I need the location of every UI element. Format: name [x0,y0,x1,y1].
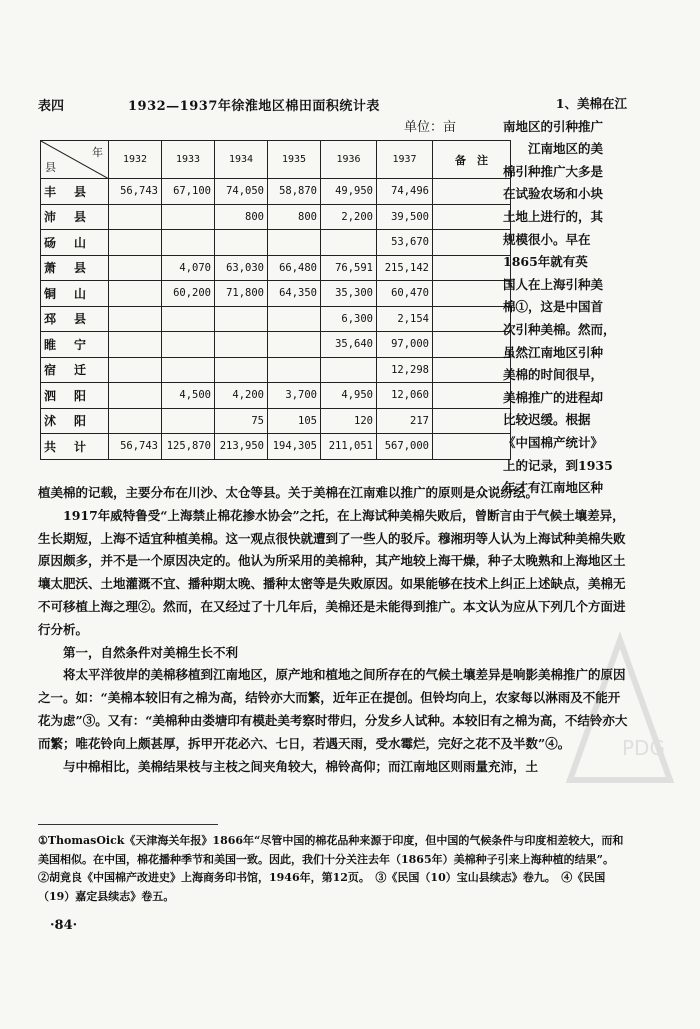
value-cell: 125,870 [162,434,215,460]
remarks-cell [433,434,511,460]
table-header-row [41,141,511,179]
value-cell [162,408,215,434]
value-cell [215,306,268,332]
side-column-line: 1、美棉在江 [555,96,627,111]
watermark-logo [560,630,680,790]
value-cell: 74,496 [377,179,433,205]
value-cell: 800 [268,204,321,230]
value-cell [268,230,321,256]
value-cell: 120 [321,408,377,434]
year-header: 1935 [268,141,321,179]
value-cell [215,357,268,383]
year-header: 1933 [162,141,215,179]
value-cell: 4,500 [162,383,215,409]
value-cell: 6,300 [321,306,377,332]
value-cell: 12,060 [377,383,433,409]
value-cell: 56,743 [109,179,162,205]
value-cell: 4,200 [215,383,268,409]
remarks-header: 备 注 [433,141,511,179]
cotton-area-table [40,140,511,460]
county-cell: 泗阳 [41,383,109,409]
table-row [41,230,511,256]
table-row [41,408,511,434]
year-header: 1936 [321,141,377,179]
paragraph: 植美棉的记载，主要分布在川沙、太仓等县。关于美棉在江南难以推广的原则是众说纷纭。 [38,485,539,500]
county-cell: 丰县 [41,179,109,205]
value-cell: 63,030 [215,255,268,281]
value-cell [162,306,215,332]
header-county-label: 县 [45,161,56,174]
value-cell [109,255,162,281]
side-column-line: 比较迟缓。根据 [503,412,591,428]
value-cell [109,332,162,358]
value-cell: 217 [377,408,433,434]
value-cell: 74,050 [215,179,268,205]
county-cell: 邳县 [41,306,109,332]
value-cell: 800 [215,204,268,230]
side-column-text [503,93,627,500]
value-cell [321,230,377,256]
table-row [41,383,511,409]
county-cell: 萧县 [41,255,109,281]
county-cell: 共计 [41,434,109,460]
paragraph: 将太平洋彼岸的美棉移植到江南地区，原产地和植地之间所存在的气候土壤差异是响影美棉推广的原因之一。如：“美棉本较旧有之棉为高，结铃亦大而繁，近年正在提创。但铃均向上，农家每以淋雨及不能开花为虑”③。又有：“美棉种由娄塘印有模赴美考察时带归，分发乡人试种。本较旧有之棉为高，不结铃亦大而繁；唯花铃向上颇甚厚，拆甲开花必六、七日，若遇天雨，受水霉烂，完好之花不及半数”④。 [38,667,628,751]
value-cell [162,357,215,383]
footnotes [38,832,628,906]
side-column-line: 美棉推广的进程却 [503,389,604,405]
table-row [41,204,511,230]
value-cell: 567,000 [377,434,433,460]
section-heading: 第一，自然条件对美棉生长不利 [63,644,239,660]
value-cell [268,306,321,332]
value-cell: 97,000 [377,332,433,358]
value-cell: 35,640 [321,332,377,358]
side-column-line: 1865年就有英 [503,254,588,270]
value-cell: 67,100 [162,179,215,205]
value-cell [162,204,215,230]
side-column-line: 南地区的引种推广 [503,118,604,134]
side-column-line: 虽然江南地区引种 [503,344,604,360]
value-cell: 194,305 [268,434,321,460]
county-cell: 铜山 [41,281,109,307]
remarks-cell [433,204,511,230]
county-cell: 砀山 [41,230,109,256]
value-cell: 76,591 [321,255,377,281]
remarks-cell [433,230,511,256]
table-title: 1932—1937年徐淮地区棉田面积统计表 [128,99,380,114]
value-cell [162,332,215,358]
remarks-cell [433,357,511,383]
remarks-cell [433,281,511,307]
side-column-line: 年才有江南地区种 [503,480,604,496]
value-cell [215,230,268,256]
county-cell: 沛县 [41,204,109,230]
value-cell [162,230,215,256]
table-row [41,434,511,460]
value-cell: 105 [268,408,321,434]
remarks-cell [433,408,511,434]
page-number: ·84· [50,918,78,933]
value-cell [109,306,162,332]
value-cell [109,204,162,230]
value-cell: 66,480 [268,255,321,281]
watermark-text: PDG [622,736,665,760]
remarks-cell [433,332,511,358]
value-cell: 56,743 [109,434,162,460]
value-cell: 4,070 [162,255,215,281]
value-cell [268,332,321,358]
remarks-cell [433,255,511,281]
corner-header [41,141,109,179]
value-cell: 58,870 [268,179,321,205]
side-column-line: 在试验农场和小块 [503,186,604,202]
year-header: 1934 [215,141,268,179]
side-column-line: 《中国棉产统计》 [503,434,604,450]
value-cell [109,408,162,434]
value-cell [109,357,162,383]
value-cell [268,357,321,383]
value-cell: 49,950 [321,179,377,205]
remarks-cell [433,179,511,205]
table-row [41,332,511,358]
value-cell: 2,154 [377,306,433,332]
header-year-label: 年 [92,146,103,159]
table-label: 表四 [38,99,65,114]
value-cell [109,383,162,409]
value-cell: 60,470 [377,281,433,307]
table-row [41,357,511,383]
table-row [41,306,511,332]
paragraph: 与中棉相比，美棉结果枝与主枝之间夹角较大，棉铃高仰；而江南地区则雨量充沛，土 [63,758,539,774]
remarks-cell [433,383,511,409]
value-cell: 211,051 [321,434,377,460]
table-row [41,179,511,205]
side-column-line: 国人在上海引种美 [503,276,604,292]
county-cell: 沭阳 [41,408,109,434]
body-text [38,482,628,778]
table-row [41,255,511,281]
side-column-line: 土地上进行的，其 [503,208,604,224]
value-cell: 60,200 [162,281,215,307]
value-cell: 39,500 [377,204,433,230]
side-column-line: 棉引种推广大多是 [503,163,604,179]
value-cell: 64,350 [268,281,321,307]
footnote-divider [38,824,218,825]
value-cell: 12,298 [377,357,433,383]
side-column-line: 美棉的时间很早， [503,367,604,383]
year-header: 1937 [377,141,433,179]
year-header: 1932 [109,141,162,179]
value-cell: 71,800 [215,281,268,307]
value-cell: 215,142 [377,255,433,281]
table-row [41,281,511,307]
side-column-line: 规模很小。早在 [503,231,591,247]
value-cell: 3,700 [268,383,321,409]
value-cell: 4,950 [321,383,377,409]
value-cell [321,357,377,383]
table-unit: 单位：亩 [404,120,457,135]
value-cell: 53,670 [377,230,433,256]
side-column-line: 次引种美棉。然而， [503,321,616,337]
side-column-line: 上的记录，到1935 [503,457,613,473]
value-cell: 213,950 [215,434,268,460]
value-cell: 35,300 [321,281,377,307]
side-column-line: 棉①，这是中国首 [503,299,604,315]
value-cell: 75 [215,408,268,434]
remarks-cell [433,306,511,332]
county-cell: 睢宁 [41,332,109,358]
value-cell: 2,200 [321,204,377,230]
value-cell [109,281,162,307]
value-cell [109,230,162,256]
county-cell: 宿迁 [41,357,109,383]
side-column-line: 江南地区的美 [528,141,604,157]
footnote: ①ThomasOick《天津海关年报》1866年“尽管中国的棉花品种来源于印度，但中国的气候条件与印度相差较大，而和美国相似。在中国，棉花播种季节和美国一致。因此，我们十分关注去年（1865年）美棉种子引来上海种植的结果”。 ②胡竟良《中国棉产改进史》上海商务印书馆，1946年，第12页。 ③《民国（10）宝山县续志》卷九。 ④《民国（19）嘉定县续志》卷五。 [38,834,624,903]
value-cell [215,332,268,358]
paragraph: 1917年威特鲁受“上海禁止棉花掺水协会”之托，在上海试种美棉失败后，曾断言由于气候土壤差异，生长期短，上海不适宜种植美棉。这一观点很快就遭到了一些人的驳斥。穆湘玥等人认为上海试种美棉失败原因颇多，并不是一个原因决定的。他认为所采用的美棉种，其产地较上海干燥，种子太晚熟和上海地区土壤太肥沃、土地灌溉不宜、播种期太晚、播种太密等是失败原因。如果能够在技术上纠正上述缺点，美棉无不可移植上海之理②。然而，在又经过了十几年后，美棉还是未能得到推广。本文认为应从下列几个方面进行分析。 [38,507,626,637]
